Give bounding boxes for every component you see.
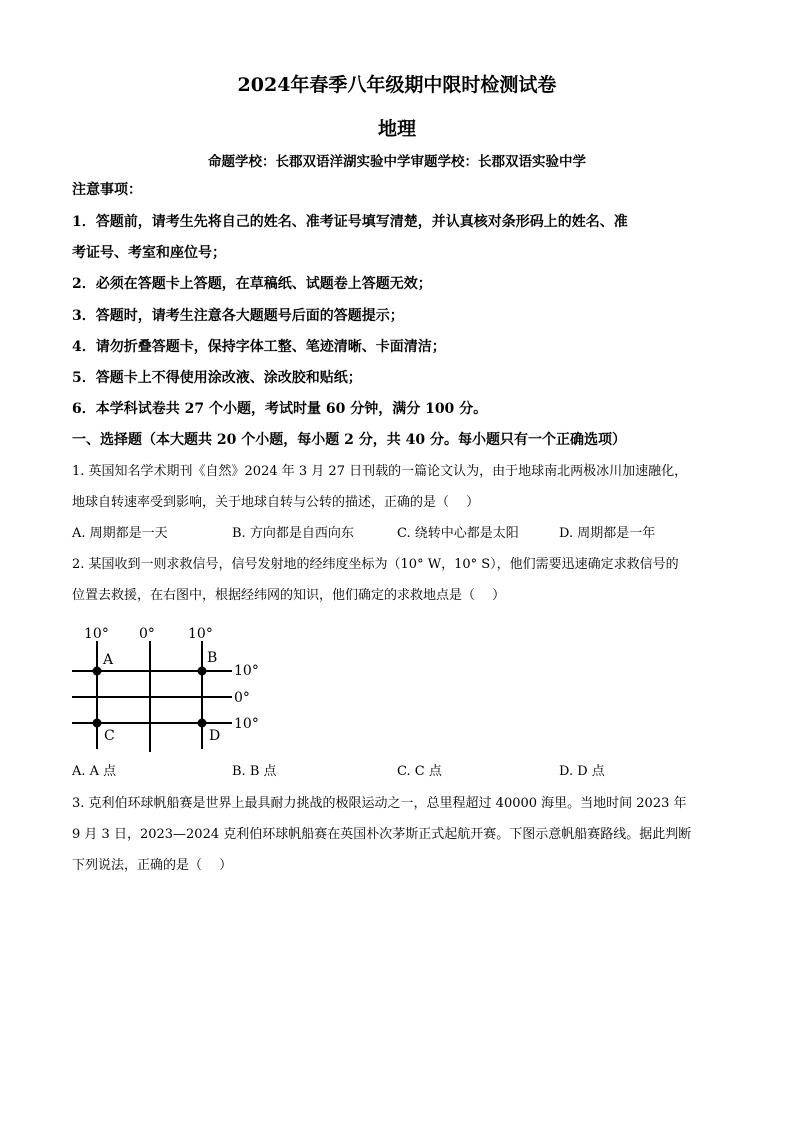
question-3-text: 9 月 3 日，2023—2024 克利伯环球帆船赛在英国朴次茅斯正式起航开赛。下图示意帆船赛路线。据此判断 xyxy=(72,827,692,842)
option-c: C. C 点 xyxy=(397,764,442,779)
section-heading: 一、选择题（本大题共 20 个小题，每小题 2 分，共 40 分。每小题只有一个正确选项） xyxy=(72,432,626,448)
note-item: 3．答题时，请考生注意各大题题号后面的答题提示； xyxy=(72,308,404,324)
longitude-label: 0° xyxy=(139,626,155,642)
question-3-text: 下列说法，正确的是（ ） xyxy=(72,858,233,873)
point-label: D xyxy=(209,728,221,744)
latitude-label: 10° xyxy=(234,663,259,679)
longitude-label: 10° xyxy=(188,626,213,642)
longitude-label: 10° xyxy=(84,626,109,642)
question-1-options xyxy=(72,524,732,544)
note-item: 1．答题前，请考生先将自己的姓名、准考证号填写清楚，并认真核对条形码上的姓名、准 xyxy=(72,214,628,230)
option-d: D. D 点 xyxy=(559,764,605,779)
graticule-figure xyxy=(66,616,286,756)
point-c xyxy=(93,719,102,728)
point-label: A xyxy=(103,652,114,668)
question-2-text: 2. 某国收到一则求救信号，信号发射地的经纬度坐标为（10° W，10° S），他们需要迅速确定求救信号的 xyxy=(72,557,679,572)
point-d xyxy=(198,719,207,728)
point-label: B xyxy=(207,650,218,666)
point-a xyxy=(93,667,102,676)
question-2-text: 位置去救援，在右图中，根据经纬网的知识，他们确定的求救地点是（ ） xyxy=(72,588,506,603)
option-a: A. 周期都是一天 xyxy=(72,526,168,541)
exam-title: 2024年春季八年级期中限时检测试卷 xyxy=(237,74,557,96)
question-1-text: 1. 英国知名学术期刊《自然》2024 年 3 月 27 日刊载的一篇论文认为，由于地球南北两极冰川加速融化， xyxy=(72,464,688,479)
latitude-label: 0° xyxy=(234,690,250,706)
question-1-text: 地球自转速率受到影响，关于地球自转与公转的描述，正确的是（ ） xyxy=(72,495,480,510)
option-a: A. A 点 xyxy=(72,764,117,779)
point-b xyxy=(198,667,207,676)
option-b: B. 方向都是自西向东 xyxy=(232,526,354,541)
latitude-label: 10° xyxy=(234,716,259,732)
note-item: 6．本学科试卷共 27 个小题，考试时量 60 分钟，满分 100 分。 xyxy=(72,401,488,417)
question-2-options xyxy=(72,762,732,782)
point-label: C xyxy=(104,728,115,744)
option-b: B. B 点 xyxy=(232,764,277,779)
question-3-text: 3. 克利伯环球帆船赛是世界上最具耐力挑战的极限运动之一，总里程超过 40000 海里。当地时间 2023 年 xyxy=(72,796,687,811)
note-item: 4．请勿折叠答题卡，保持字体工整、笔迹清晰、卡面清洁； xyxy=(72,339,446,355)
option-d: D. 周期都是一年 xyxy=(559,526,656,541)
subject-title: 地理 xyxy=(377,118,416,140)
school-info: 命题学校：长郡双语洋湖实验中学审题学校：长郡双语实验中学 xyxy=(208,154,586,170)
note-item: 5．答题卡上不得使用涂改液、涂改胶和贴纸； xyxy=(72,370,362,386)
note-item: 2．必须在答题卡上答题，在草稿纸、试题卷上答题无效； xyxy=(72,276,432,292)
note-item: 考证号、考室和座位号； xyxy=(72,245,226,261)
notes-heading: 注意事项： xyxy=(72,182,142,198)
option-c: C. 绕转中心都是太阳 xyxy=(397,526,519,541)
